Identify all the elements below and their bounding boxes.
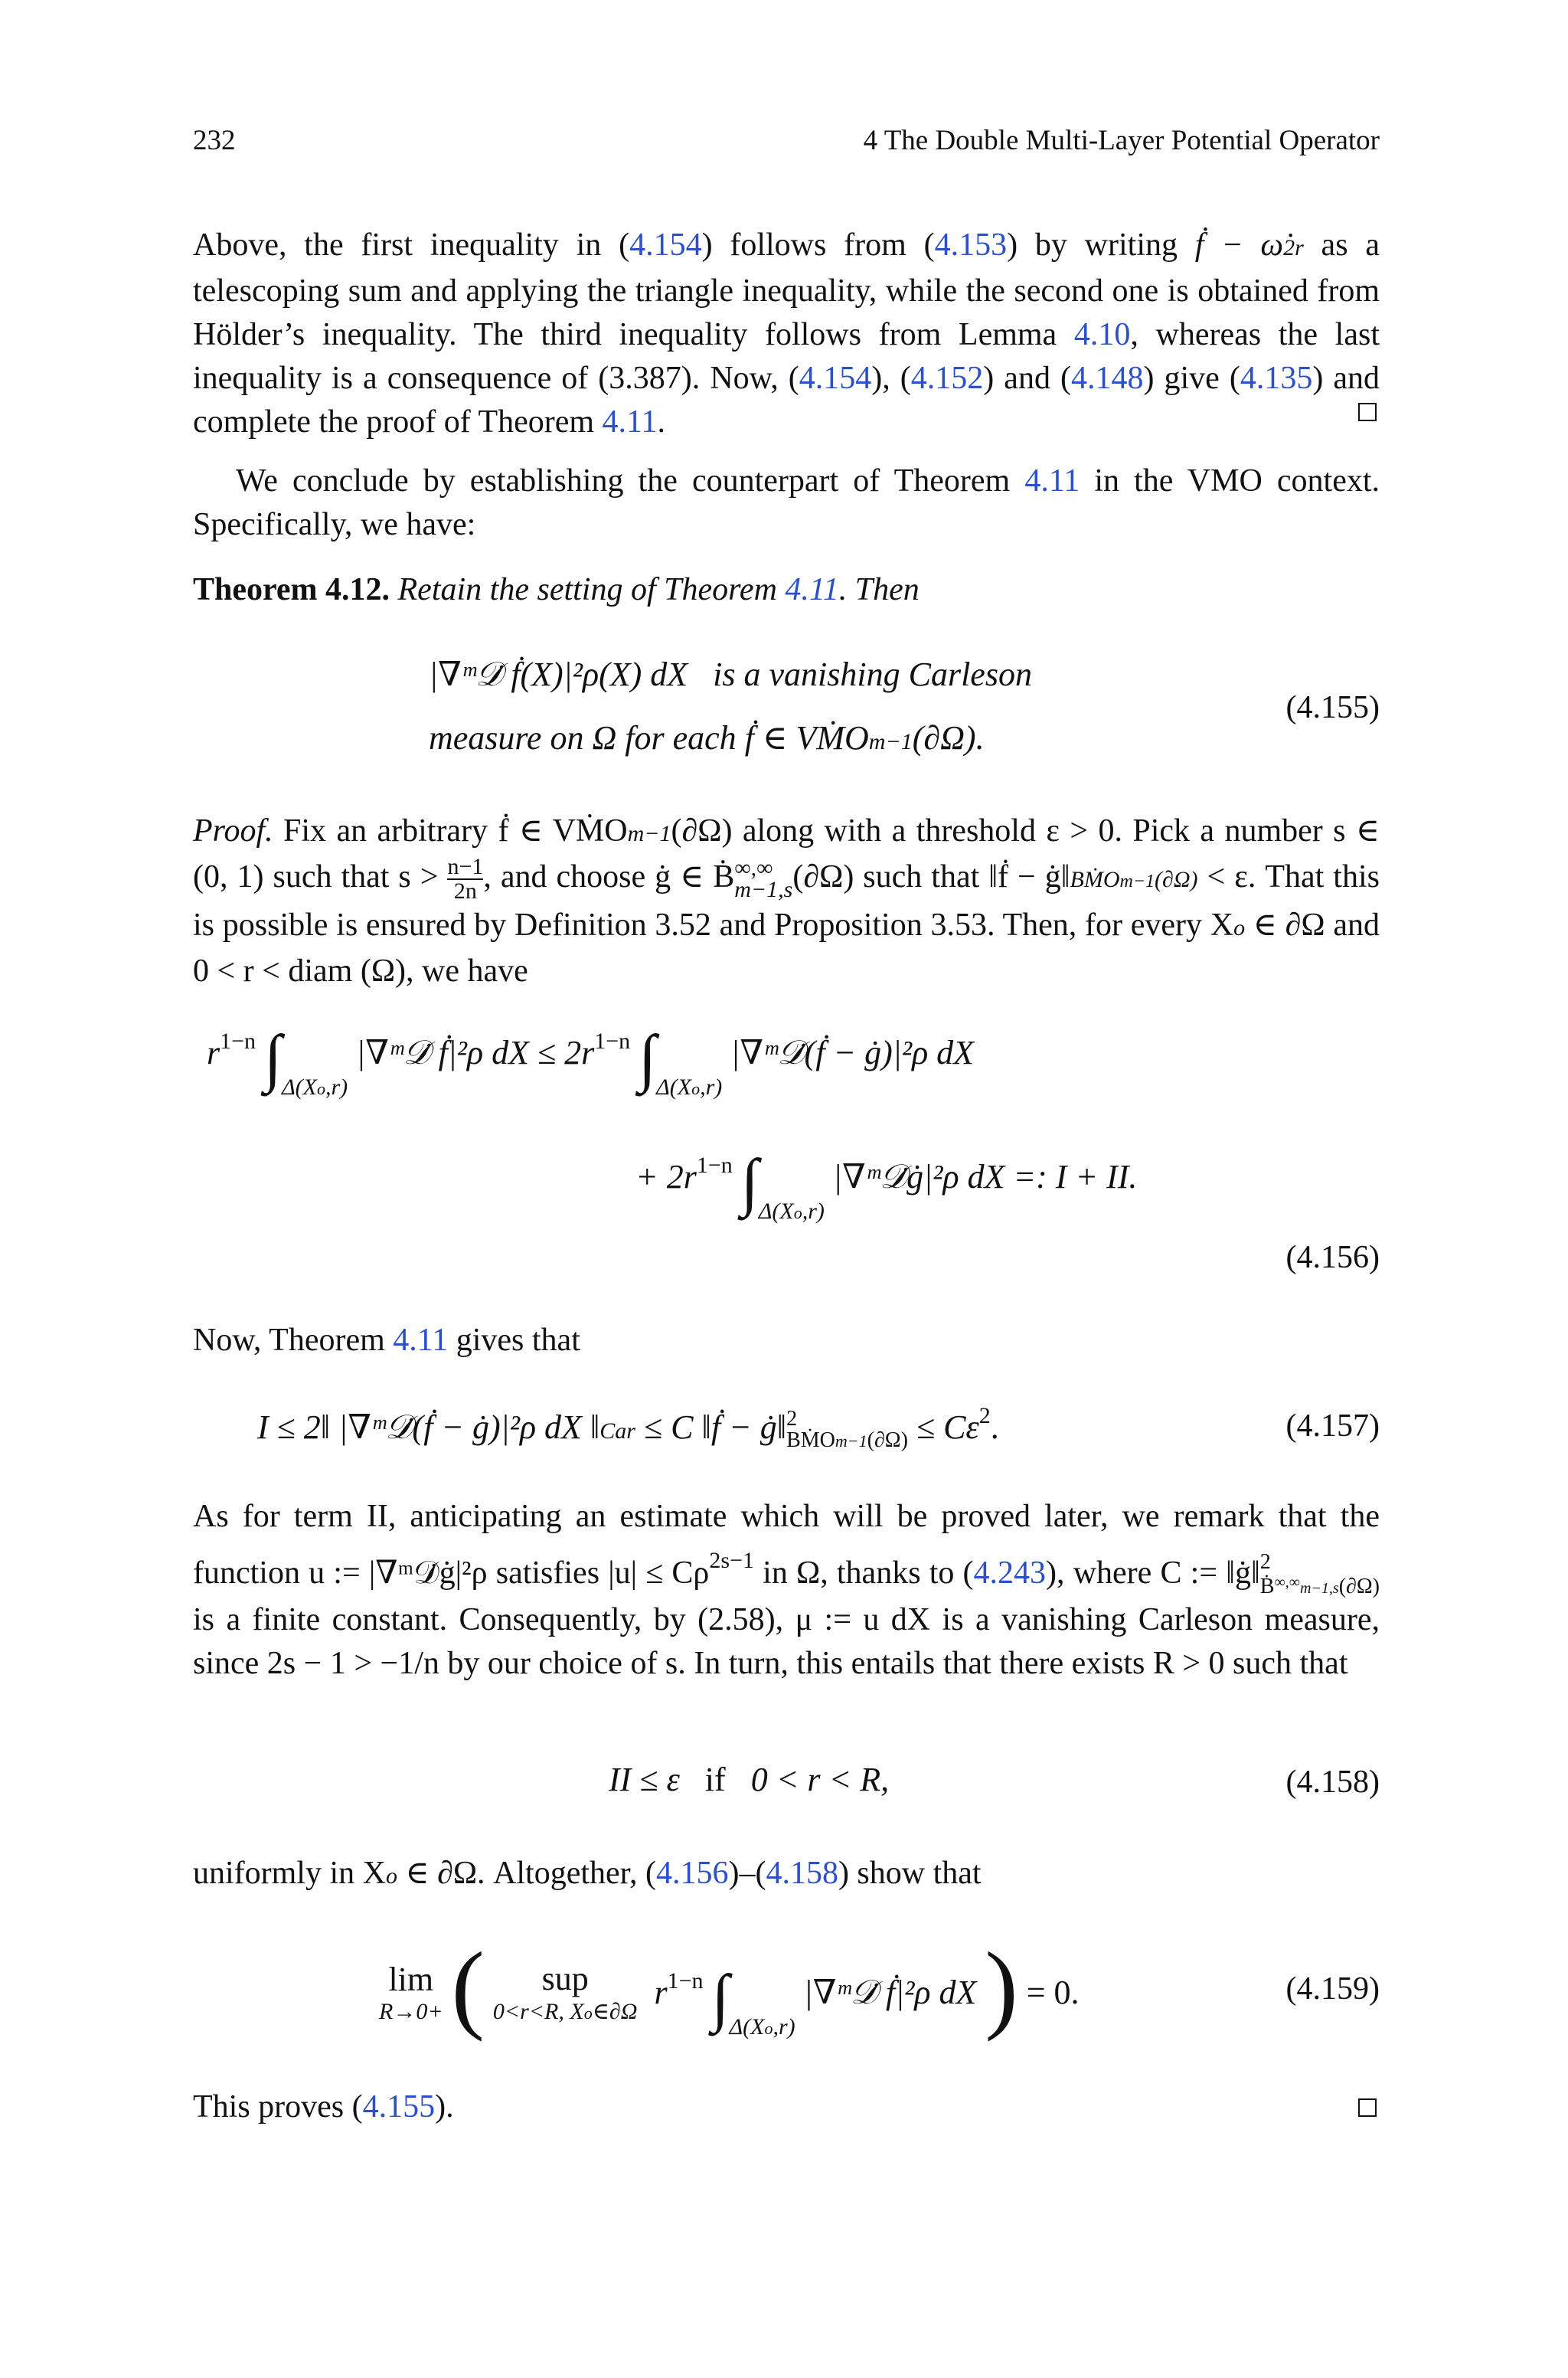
paragraph-intro: We conclude by establishing the counterpart of Theorem 4.11 in the VMO context. Specifically, we have: [193, 463, 1380, 542]
integral-sign: ∫ [711, 1962, 730, 2033]
proof-label: Proof. [193, 813, 273, 849]
integral-sign: ∫ [740, 1146, 759, 1218]
paragraph-proof: Proof. Fix an arbitrary ḟ ∈ VṀOm−1(∂Ω) along with a threshold ε > 0. Pick a number s ∈ (0, 1) such that s > $\frac{n-1}{2n}$ , and choose ġ ∈ Ḃ ∞,∞ m−1,s (∂Ω) such that ‖ḟ − ġ‖BṀOm−1(∂Ω) < ε. That this is possible is ensured by Definition 3.52 and Proposition 3.53. Then, for every Xo ∈ ∂Ω and 0 < r < diam (Ω), we have [193, 813, 1380, 989]
equation-4156-line2: + $2r^{1-n}$ $\int_{\Delta(Xo,r)}$ |∇ᵐ𝒟̇ġ|²ρ dX =: I + II. [635, 1146, 1138, 1224]
equation-number: (4.157) [1285, 1408, 1380, 1444]
equation-4158: II ≤ ε if 0 < r < R, [609, 1761, 890, 1798]
paragraph-term-ii: As for term II, anticipating an estimate which will be proved later, we remark that the function u := |∇ᵐ𝒟̇ġ|²ρ satisfies $|u| \le C\rho^{2s-1}$ in Ω, thanks to (4.243), where C := ‖ġ‖ 2 Ḃ∞,∞m−1,s(∂Ω) is a finite constant. Consequently, by (2.58), μ := u dX is a vanishing Carleson measure, since 2s − 1 > −1/n by our choice of s. In turn, this entails that there exists R > 0 such that [193, 1499, 1380, 1682]
ref-link[interactable]: 4.10 [1073, 317, 1131, 352]
ref-link[interactable]: 4.156 [655, 1856, 729, 1891]
qed-square [1358, 2098, 1377, 2117]
ref-link[interactable]: 4.153 [934, 227, 1008, 263]
equation-4157: I ≤ 2‖ |∇ᵐ𝒟̇(ḟ − ġ)|²ρ dX ‖Car ≤ C ‖ḟ − ġ‖ 2 BṀOm−1(∂Ω) ≤ $C\varepsilon^2$. [257, 1403, 999, 1453]
ref-link[interactable]: 4.135 [1240, 361, 1313, 396]
ref-link[interactable]: 4.11 [602, 404, 658, 440]
ref-link[interactable]: 4.152 [910, 361, 984, 396]
integral-sign: ∫ [639, 1022, 657, 1094]
ref-link[interactable]: 4.243 [973, 1555, 1047, 1591]
equation-4159: lim R→0+ ( sup 0<r<R, Xo∈∂Ω $r^{1-n}$ $\int_{\Delta(Xo,r)}$ |∇ᵐ𝒟̇ ḟ|²ρ dX ) = 0. [379, 1932, 1080, 2043]
ref-link[interactable]: 4.155 [362, 2089, 436, 2124]
ref-link[interactable]: 4.148 [1070, 361, 1144, 396]
page-header [193, 124, 1380, 162]
ref-link[interactable]: 4.154 [629, 227, 702, 263]
ref-link[interactable]: 4.11 [393, 1323, 449, 1358]
equation-number: (4.159) [1285, 1971, 1380, 2007]
equation-number: (4.158) [1285, 1765, 1380, 1800]
equation-4156-line1: $r^{1-n}$ $\int_{\Delta(Xo,r)}$ |∇ᵐ𝒟̇ ḟ|²ρ dX ≤ $2r^{1-n}$ $\int_{\Delta(Xo,r)}$ |∇ᵐ𝒟̇(ḟ − ġ)|²ρ dX [207, 1022, 975, 1100]
ref-link[interactable]: 4.154 [799, 361, 872, 396]
integral-sign: ∫ [264, 1022, 283, 1094]
paragraph-final: This proves (4.155). [193, 2089, 454, 2124]
qed-square [1358, 403, 1377, 421]
paragraph-theorem-gives: Now, Theorem 4.11 gives that [193, 1323, 580, 1358]
equation-number: (4.155) [1285, 690, 1380, 725]
ref-link[interactable]: 4.11 [1024, 463, 1080, 499]
theorem-label: Theorem 4.12. [193, 572, 390, 607]
equation-4155-line2: measure on Ω for each ḟ ∈ VṀOm−1(∂Ω). [429, 719, 985, 757]
equation-4155-line1: |∇ᵐ𝒟̇ ḟ(X)|²ρ(X) dX is a vanishing Carleson [429, 656, 1032, 693]
page-number: 232 [193, 125, 236, 156]
equation-number: (4.156) [1285, 1240, 1380, 1275]
theorem-statement: Theorem 4.12. Retain the setting of Theorem 4.11. Then [193, 572, 920, 607]
ref-link[interactable]: 4.11 [785, 572, 839, 607]
paragraph-altogether: uniformly in Xo ∈ ∂Ω. Altogether, (4.156)–(4.158) show that [193, 1856, 982, 1891]
paragraph-proof-end: Above, the first inequality in (4.154) follows from (4.153) by writing ḟ − ω̇2r as a telescoping sum and applying the triangle inequality, while the second one is obtained from Hölder’s inequality. The third inequality follows from Lemma 4.10, whereas the last inequality is a consequence of (3.387). Now, (4.154), (4.152) and (4.148) give (4.135) and complete the proof of Theorem 4.11. [193, 227, 1380, 440]
ref-link[interactable]: 4.158 [766, 1856, 838, 1891]
running-title: 4 The Double Multi-Layer Potential Operator [863, 125, 1380, 156]
